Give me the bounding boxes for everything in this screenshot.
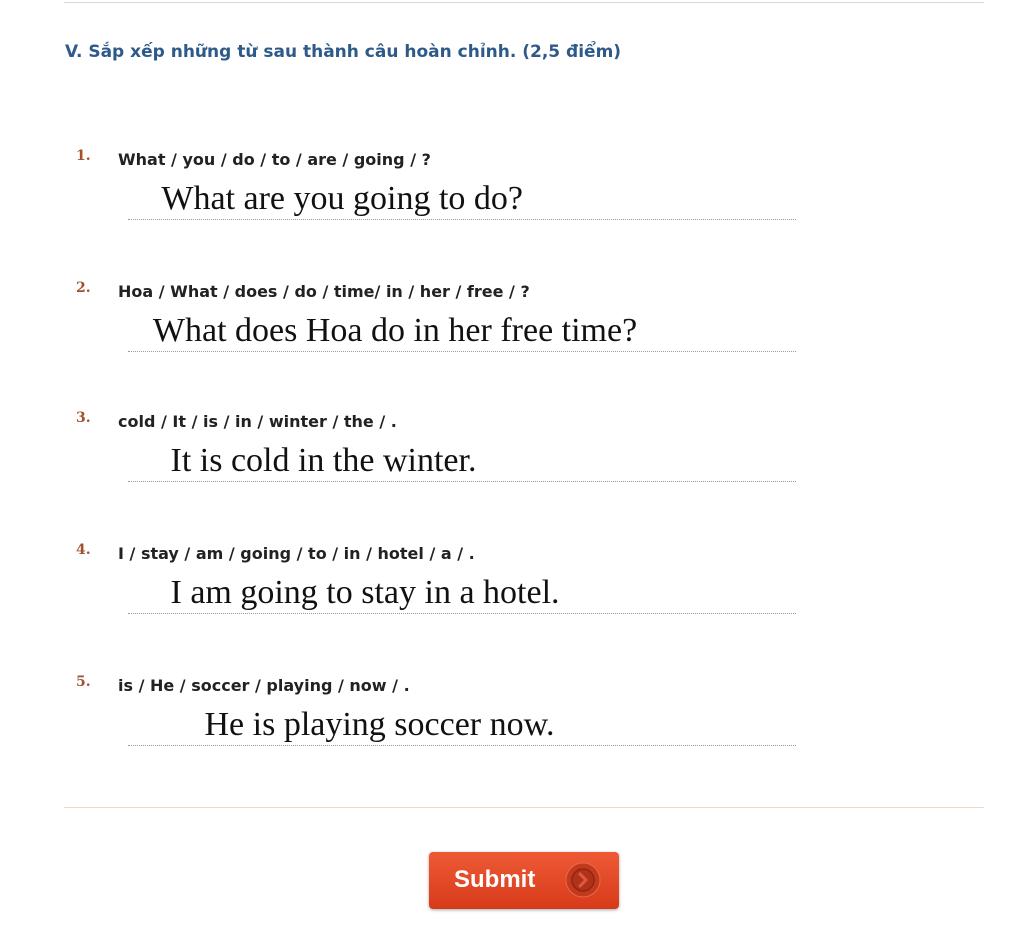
question-prompt: Hoa / What / does / do / time/ in / her / free / ? — [118, 282, 530, 301]
question-number: 5. — [76, 674, 91, 690]
submit-label: Submit — [454, 866, 536, 893]
question-number: 2. — [76, 280, 91, 296]
arrow-right-circle-icon — [565, 862, 601, 898]
question-prompt: What / you / do / to / are / going / ? — [118, 150, 431, 169]
bottom-divider — [64, 807, 984, 808]
answer-input-2[interactable] — [128, 310, 796, 352]
question-prompt: is / He / soccer / playing / now / . — [118, 676, 410, 695]
question-number: 3. — [76, 410, 91, 426]
answer-input-3[interactable] — [128, 440, 796, 482]
answer-input-5[interactable] — [128, 704, 796, 746]
section-title: V. Sắp xếp những từ sau thành câu hoàn chỉnh. (2,5 điểm) — [65, 42, 622, 62]
answer-input-4[interactable] — [128, 572, 796, 614]
question-4 — [0, 542, 1024, 652]
top-divider — [64, 2, 984, 3]
question-1 — [0, 148, 1024, 258]
question-3 — [0, 410, 1024, 520]
question-number: 1. — [76, 148, 91, 164]
question-number: 4. — [76, 542, 91, 558]
question-2 — [0, 280, 1024, 390]
question-5 — [0, 674, 1024, 784]
question-prompt: I / stay / am / going / to / in / hotel / a / . — [118, 544, 475, 563]
question-prompt: cold / It / is / in / winter / the / . — [118, 412, 397, 431]
answer-input-1[interactable] — [128, 178, 796, 220]
submit-button[interactable] — [429, 852, 619, 909]
